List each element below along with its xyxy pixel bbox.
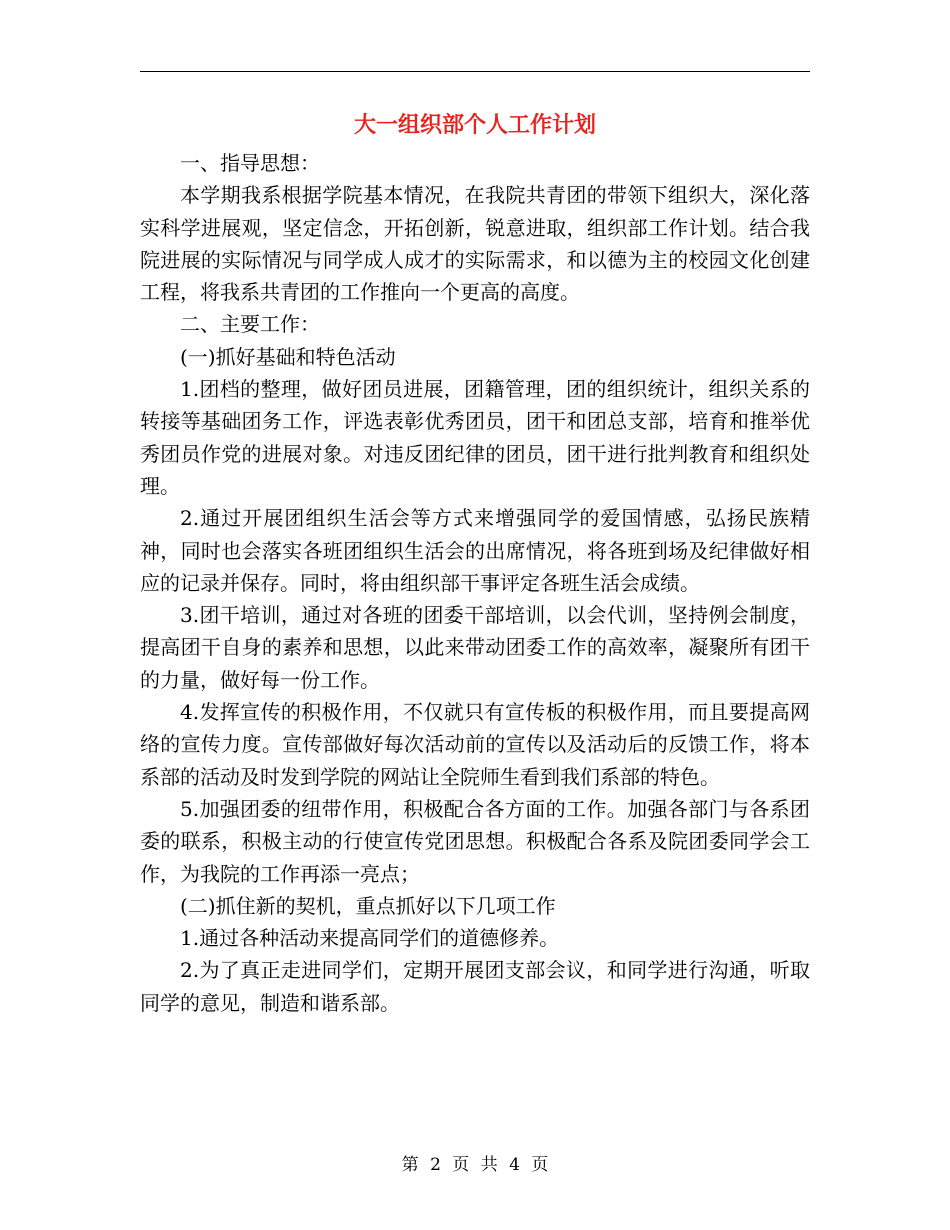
- list-item: 2.为了真正走进同学们，定期开展团支部会议，和同学进行沟通，听取同学的意见，制造和谐系部。: [140, 958, 810, 1015]
- list-item: 5.加强团委的纽带作用，积极配合各方面的工作。加强各部门与各系团委的联系，积极主动的行使宣传党团思想。积极配合各系及院团委同学会工作，为我院的工作再添一亮点；: [140, 796, 810, 886]
- subsection-heading: (一)抓好基础和特色活动: [180, 344, 396, 369]
- header-rule: [140, 71, 810, 72]
- section-heading: 二、主要工作：: [180, 312, 320, 337]
- section-heading: 一、指导思想：: [180, 151, 320, 175]
- document-body: [140, 147, 810, 1019]
- subsection-heading: (二)抓住新的契机，重点抓好以下几项工作: [180, 893, 556, 918]
- list-item: 4.发挥宣传的积极作用，不仅就只有宣传板的积极作用，而且要提高网络的宣传力度。宣传部做好每次活动前的宣传以及活动后的反馈工作，将本系部的活动及时发到学院的网站让全院师生看到我们系部的特色。: [140, 700, 810, 789]
- list-item: 3.团干培训，通过对各班的团委干部培训，以会代训，坚持例会制度，提高团干自身的素养和思想，以此来带动团委工作的高效率，凝聚所有团干的力量，做好每一份工作。: [140, 603, 810, 692]
- page-footer: 第 2 页 共 4 页: [401, 1155, 549, 1175]
- body-paragraph: 本学期我系根据学院基本情况，在我院共青团的带领下组织大，深化落实科学进展观，坚定信念，开拓创新，锐意进取，组织部工作计划。结合我院进展的实际情况与同学成人成才的实际需求，和以德为主的校园文化创建工程，将我系共青团的工作推向一个更高的高度。: [140, 183, 810, 305]
- list-item: 1.团档的整理，做好团员进展，团籍管理，团的组织统计，组织关系的转接等基础团务工作，评选表彰优秀团员，团干和团总支部，培育和推举优秀团员作党的进展对象。对违反团纪律的团员，团干进行批判教育和组织处理。: [140, 377, 810, 498]
- list-item: 2.通过开展团组织生活会等方式来增强同学的爱国情感，弘扬民族精神，同时也会落实各班团组织生活会的出席情况，将各班到场及纪律做好相应的记录并保存。同时，将由组织部干事评定各班生活会成绩。: [140, 506, 810, 595]
- list-item: 1.通过各种活动来提高同学们的道德修养。: [180, 926, 560, 951]
- document-title: 大一组织部个人工作计划: [353, 113, 596, 138]
